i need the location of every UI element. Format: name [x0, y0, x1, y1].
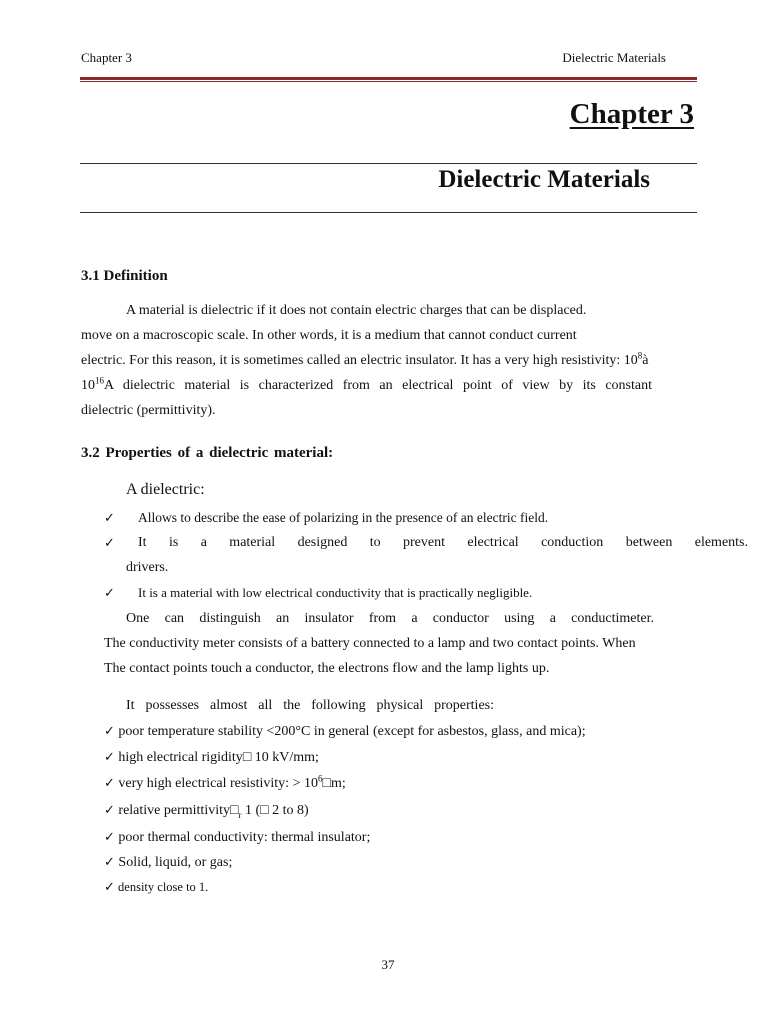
- check-icon: ✓: [104, 855, 115, 870]
- header-rule: [80, 77, 697, 82]
- bullet-conduction-cont: drivers.: [126, 560, 169, 575]
- property-rigidity: ✓ high electrical rigidity□ 10 kV/mm;: [104, 750, 319, 765]
- property-state: ✓ Solid, liquid, or gas;: [104, 855, 233, 870]
- check-icon: ✓: [104, 536, 115, 551]
- check-icon: ✓: [104, 830, 115, 845]
- title-rule-bottom: [80, 212, 697, 213]
- check-icon: ✓: [104, 724, 115, 739]
- title-rule-top: [80, 163, 697, 164]
- chapter-title: Chapter 3: [569, 98, 694, 130]
- bullet-polarizing: Allows to describe the ease of polarizing in the presence of an electric field.: [138, 510, 549, 525]
- property-density: ✓ density close to 1.: [104, 880, 209, 895]
- section-heading-properties: 3.2 Properties of a dielectric material:: [81, 445, 334, 461]
- check-icon: ✓: [104, 750, 115, 765]
- check-icon: ✓: [104, 586, 115, 601]
- check-icon: ✓: [104, 880, 115, 895]
- definition-line-2: move on a macroscopic scale. In other words, it is a medium that cannot conduct current: [81, 328, 577, 343]
- bullet-conduction: It is a material designed to prevent electrical conduction between elements.: [138, 535, 748, 550]
- conductimeter-line-2: The conductivity meter consists of a battery connected to a lamp and two contact points. When: [104, 636, 636, 651]
- chapter-subtitle: Dielectric Materials: [438, 166, 650, 193]
- section-heading-definition: 3.1 Definition: [81, 268, 168, 284]
- page-number: 37: [381, 957, 395, 972]
- check-icon: ✓: [104, 776, 115, 791]
- definition-line-5: dielectric (permittivity).: [81, 403, 216, 418]
- conductimeter-line-3: The contact points touch a conductor, the electrons flow and the lamp lights up.: [104, 661, 550, 676]
- definition-line-3: electric. For this reason, it is sometimes called an electric insulator. It has a very high resistivity: $10^8à$: [81, 350, 649, 368]
- property-temperature: ✓ poor temperature stability <200°C in general (except for asbestos, glass, and mica);: [104, 724, 586, 739]
- property-resistivity: ✓ very high electrical resistivity: > $10^6□m$;: [104, 773, 346, 791]
- conductimeter-line-1: One can distinguish an insulator from a conductor using a conductimeter.: [126, 611, 654, 626]
- definition-line-1: A material is dielectric if it does not contain electric charges that can be displaced.: [126, 303, 587, 318]
- properties-intro: It possesses almost all the following physical properties:: [126, 698, 494, 713]
- property-thermal: ✓ poor thermal conductivity: thermal insulator;: [104, 830, 371, 845]
- header-topic: Dielectric Materials: [562, 50, 666, 65]
- check-icon: ✓: [104, 803, 115, 818]
- check-icon: ✓: [104, 511, 115, 526]
- bullet-conductivity: It is a material with low electrical conductivity that is practically negligible.: [138, 585, 533, 600]
- header-chapter: Chapter 3: [81, 50, 132, 65]
- dielectric-intro: A dielectric:: [126, 481, 205, 498]
- property-permittivity: ✓ relative $permittivity□_r$ 1 (□ 2 to 8): [104, 803, 309, 820]
- definition-line-4: $10^{16}A$ dielectric material is characterized from an electrical point of view by its constant: [81, 375, 652, 393]
